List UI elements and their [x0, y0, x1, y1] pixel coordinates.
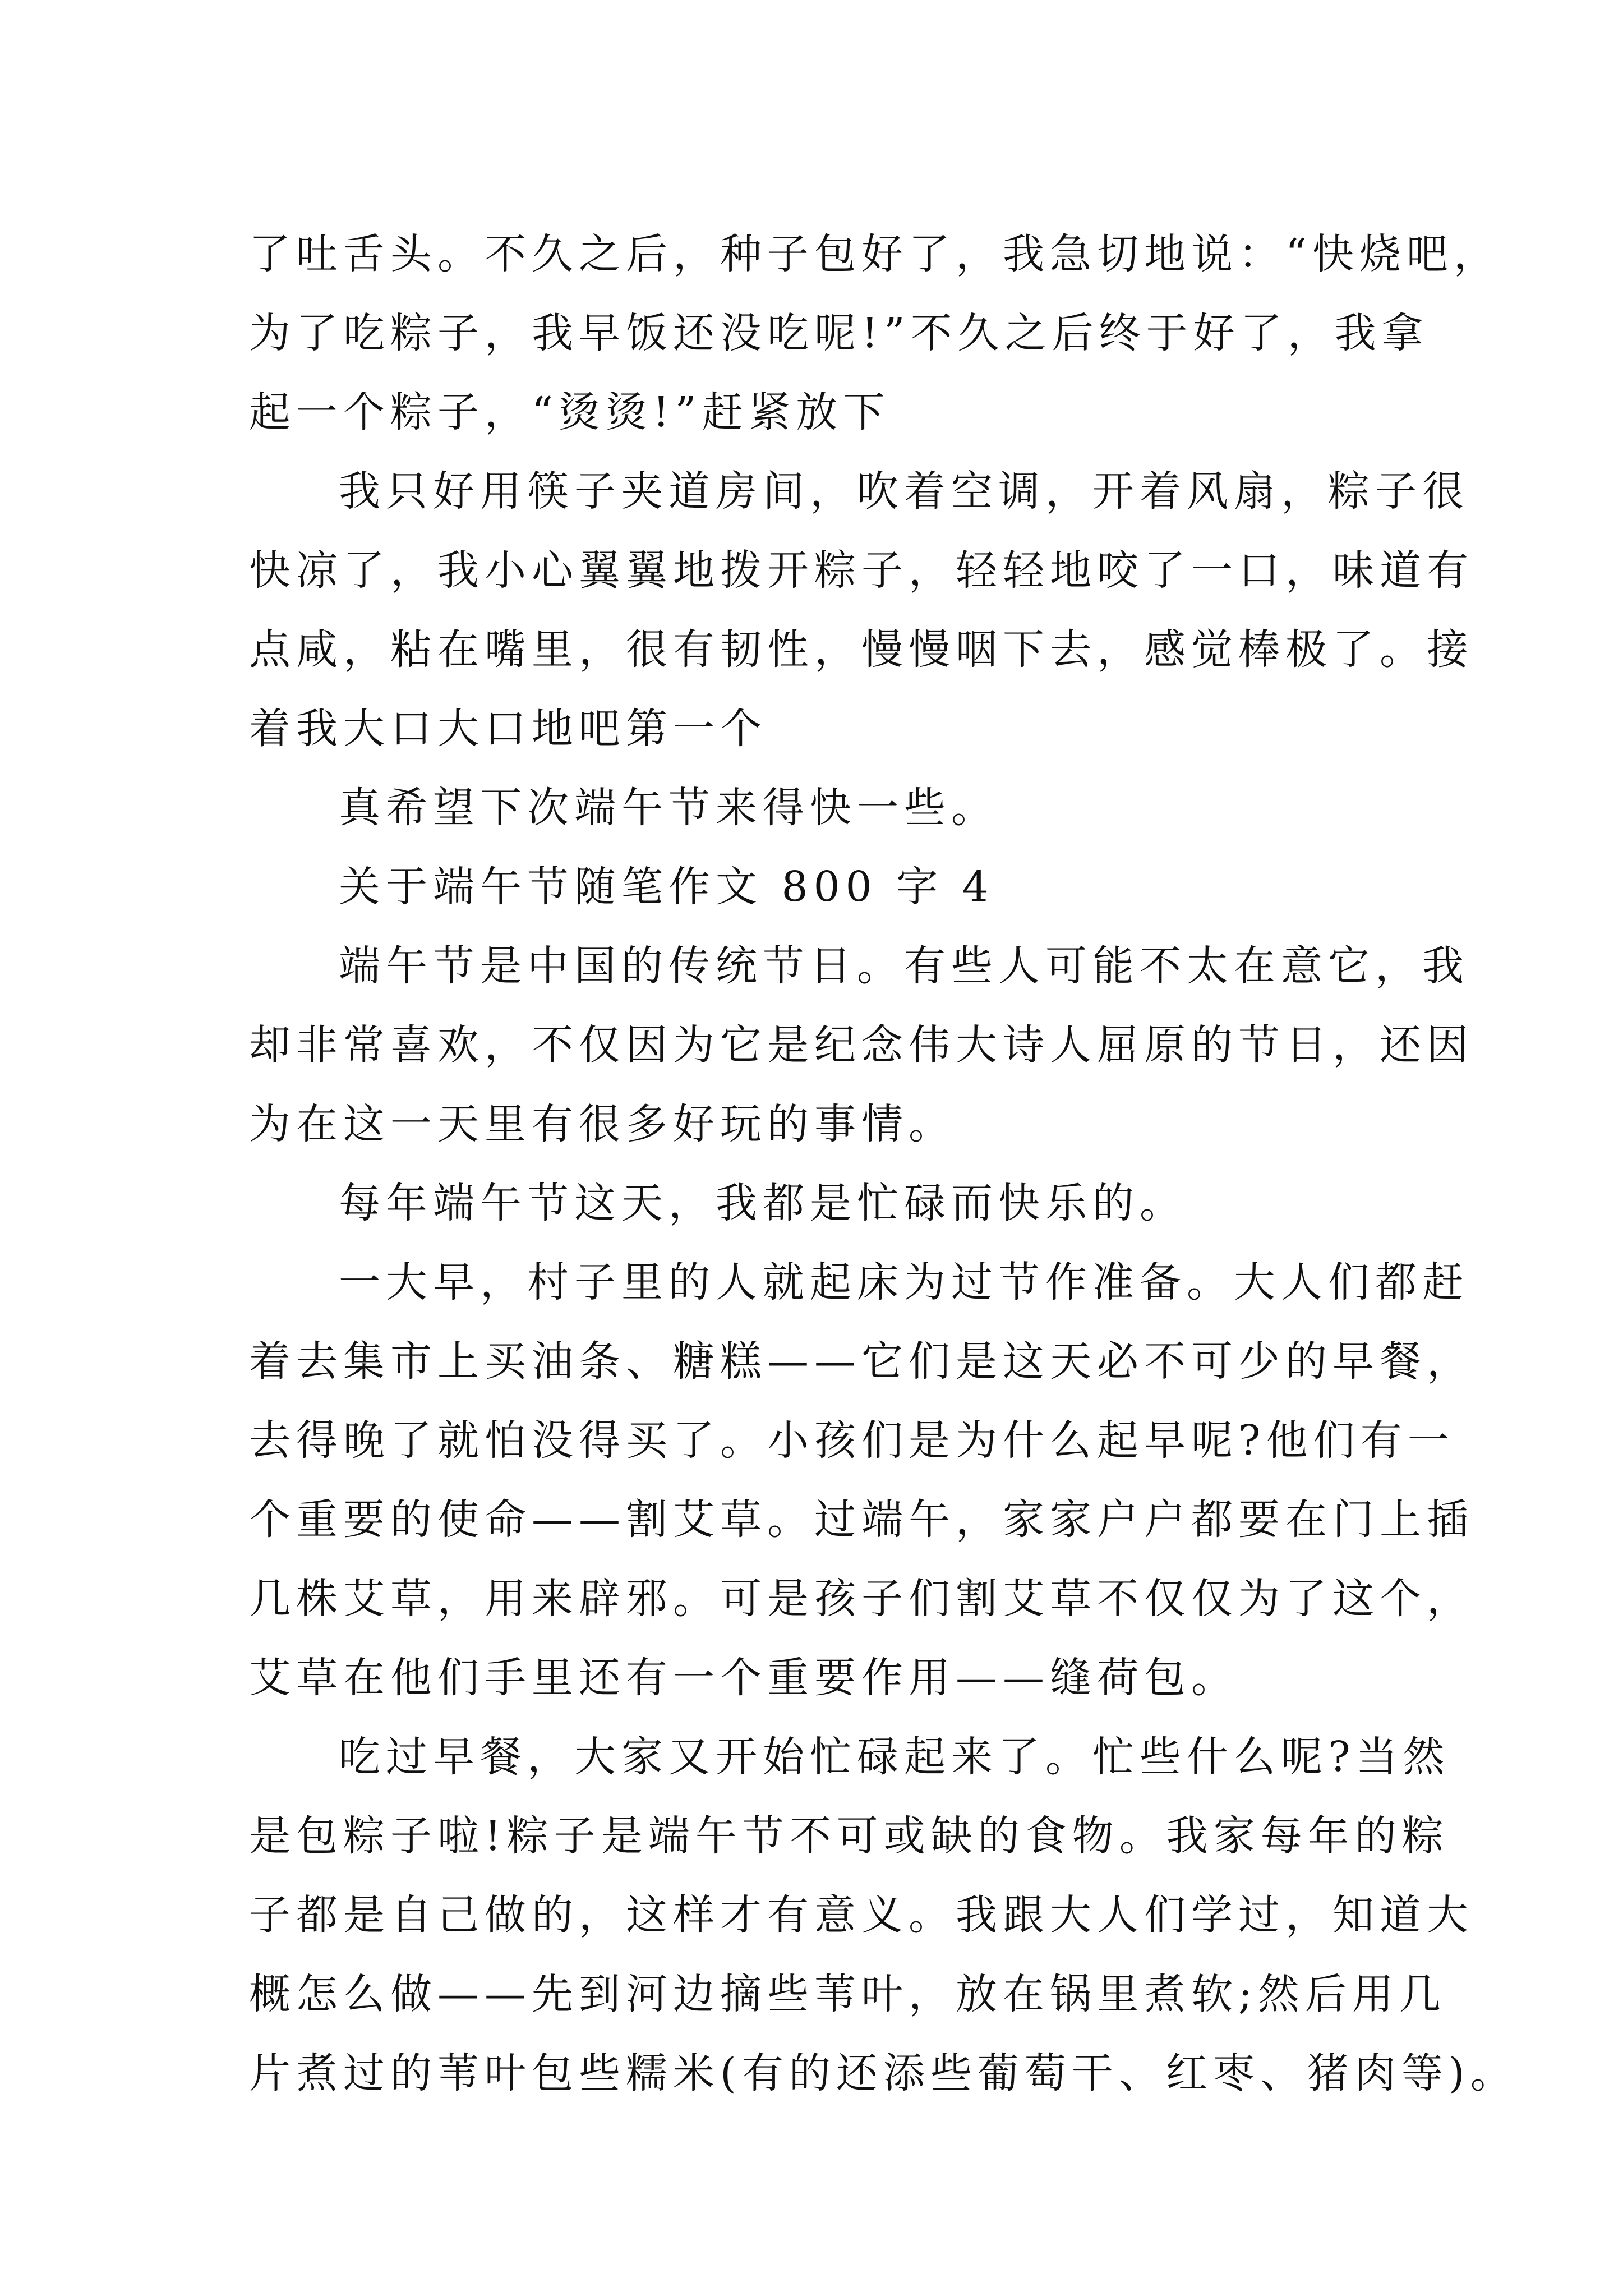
text-line: 概怎么做——先到河边摘些苇叶，放在锅里煮软;然后用几 — [249, 1970, 1446, 2018]
text-line: 却非常喜欢，不仅因为它是纪念伟大诗人屈原的节日，还因 — [249, 1021, 1474, 1069]
text-line: 着我大口大口地吧第一个 — [249, 705, 767, 753]
text-line: 一大早，村子里的人就起床为过节作准备。大人们都赶 — [339, 1258, 1469, 1306]
text-line: 了吐舌头。不久之后，种子包好了，我急切地说：“快烧吧， — [249, 230, 1501, 278]
text-line: 着去集市上买油条、糖糕——它们是这天必不可少的早餐， — [249, 1337, 1474, 1386]
text-line: 去得晚了就怕没得买了。小孩们是为什么起早呢?他们有一 — [249, 1416, 1455, 1465]
text-line: 个重要的使命——割艾草。过端午，家家户户都要在门上插 — [249, 1496, 1474, 1544]
essay-body — [249, 215, 1518, 2113]
text-line: 艾草在他们手里还有一个重要作用——缝荷包。 — [249, 1654, 1238, 1702]
text-line: 是包粽子啦!粽子是端午节不可或缺的食物。我家每年的粽 — [249, 1812, 1449, 1860]
text-line: 片煮过的苇叶包些糯米(有的还添些葡萄干、红枣、猪肉等)。 — [249, 2049, 1518, 2097]
text-line: 我只好用筷子夹道房间，吹着空调，开着风扇，粽子很 — [339, 467, 1469, 516]
text-line: 子都是自己做的，这样才有意义。我跟大人们学过，知道大 — [249, 1891, 1474, 1939]
text-line: 点咸，粘在嘴里，很有韧性，慢慢咽下去，感觉棒极了。接 — [249, 625, 1474, 674]
text-line: 快凉了，我小心翼翼地拨开粽子，轻轻地咬了一口，味道有 — [249, 546, 1474, 595]
text-line: 起一个粽子，“烫烫!”赶紧放下 — [249, 388, 891, 436]
text-line: 为在这一天里有很多好玩的事情。 — [249, 1100, 956, 1148]
text-line: 几株艾草，用来辟邪。可是孩子们割艾草不仅仅为了这个， — [249, 1575, 1474, 1623]
text-line: 真希望下次端午节来得快一些。 — [339, 784, 998, 832]
text-line: 吃过早餐，大家又开始忙碌起来了。忙些什么呢?当然 — [339, 1733, 1450, 1781]
text-line: 端午节是中国的传统节日。有些人可能不太在意它，我 — [339, 942, 1469, 990]
section-heading: 关于端午节随笔作文 800 字 4 — [339, 863, 994, 911]
text-line: 为了吃粽子，我早饭还没吃呢!”不久之后终于好了，我拿 — [249, 309, 1429, 357]
text-line: 每年端午节这天，我都是忙碌而快乐的。 — [339, 1179, 1187, 1227]
